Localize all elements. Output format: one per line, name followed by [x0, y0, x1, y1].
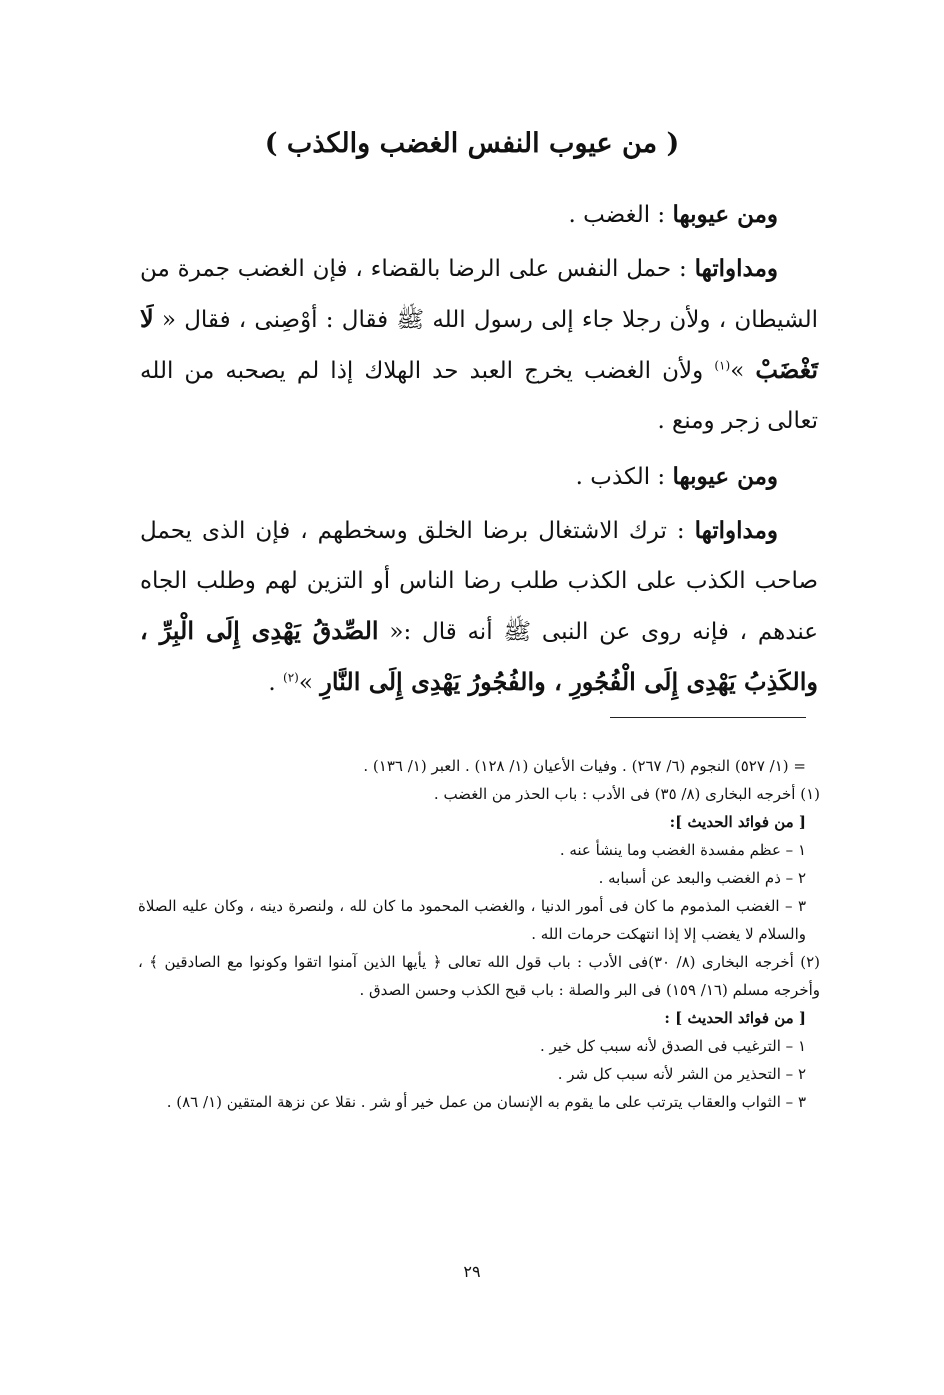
cure-lying-paragraph [140, 506, 818, 708]
benefit-item: ٣ – الغضب المذموم ما كان فى أمور الدنيا ، والغضب المحمود ما كان لله ، ولنصرة دينه ، وكان عليه الصلاة والسلام لا يغضب إلا إذا انتهكت حرمات الله . [138, 897, 806, 943]
hadith-text: الصِّدقُ يَهْدِى إِلَى الْبِرِّ ، والكَذِبُ يَهْدِى إِلَى الْفُجُورِ ، والفُجُورُ يَهْدِى إِلَى النَّارِ [140, 616, 818, 696]
footnote-ref-1: (١) [714, 358, 731, 373]
benefit-item: ٢ – ذم الغضب والبعد عن أسبابه . [598, 869, 806, 887]
footnote-separator [610, 717, 806, 718]
benefits-heading: [ من فوائد الحديث ] : [664, 1009, 806, 1027]
footnote-ref-2: (٢) [283, 670, 299, 685]
fault-label: ومن عيوبها [672, 201, 778, 228]
page-title: ( من عيوب النفس الغضب والكذب ) [264, 128, 680, 159]
cure-label: ومداواتها [694, 255, 778, 282]
benefits-heading: [ من فوائد الحديث ]: [669, 813, 806, 831]
benefit-item: ١ – الترغيب فى الصدق لأنه سبب كل خير . [540, 1037, 806, 1055]
benefit-item: ٢ – التحذير من الشر لأنه سبب كل شر . [557, 1065, 806, 1083]
cure-text-continued: ولأن الغضب يخرج العبد حد الهلاك إذا لم يصحبه من الله تعالى زجر ومنع . [140, 358, 818, 434]
cure-text: : ترك الاشتغال برضا الخلق وسخطهم ، فإن الذى يحمل صاحب الكذب على الكذب طلب رضا الناس أو التزين لهم وطلب الجاه عندهم ، فإنه روى عن النبى ﷺ أنه قال :« [140, 518, 819, 645]
footnote-continuation: = (١/ ٥٢٧) النجوم (٦/ ٢٦٧) . وفيات الأعيان (١/ ١٢٨) . العبر (١/ ١٣٦) . [363, 757, 806, 775]
cure-text-end: . [268, 670, 276, 696]
fault-lying-line [140, 452, 818, 502]
page-number: ٢٩ [463, 1262, 481, 1281]
fault-text: : الغضب . [568, 202, 666, 228]
cure-anger-paragraph [140, 244, 818, 446]
quote-close: » [298, 670, 313, 696]
benefit-item: ٣ – الثواب والعقاب يترتب على ما يقوم به الإنسان من عمل خير أو شر . نقلا عن نزهة المتقين (١/ ٨٦) . [166, 1093, 806, 1111]
hadith-text: لَا تَغْضَبْ [140, 304, 818, 384]
footnote-2: (٢) أخرجه البخارى (٨/ ٣٠)فى الأدب : باب قول الله تعالى ﴿ يأيها الذين آمنوا اتقوا وكونوا مع الصادقين ﴾ ، وأخرجه مسلم (١٦/ ١٥٩) فى البر والصلة : باب قبح الكذب وحسن الصدق . [138, 953, 821, 999]
footnote-1: (١) أخرجه البخارى (٨/ ٣٥) فى الأدب : باب الحذر من الغضب . [433, 785, 820, 803]
cure-text: : حمل النفس على الرضا بالقضاء ، فإن الغضب جمرة من الشيطان ، ولأن رجلا جاء إلى رسول الله ﷺ فقال : أوْصِنى ، فقال « [140, 256, 819, 333]
quote-close: » [730, 358, 745, 384]
fault-label: ومن عيوبها [672, 463, 778, 490]
cure-label: ومداواتها [694, 517, 778, 544]
fault-anger-line [140, 190, 818, 240]
footnotes [138, 752, 820, 1116]
main-text [140, 190, 818, 714]
fault-text: : الكذب . [575, 464, 666, 490]
benefit-item: ١ – عظم مفسدة الغضب وما ينشأ عنه . [559, 841, 806, 859]
